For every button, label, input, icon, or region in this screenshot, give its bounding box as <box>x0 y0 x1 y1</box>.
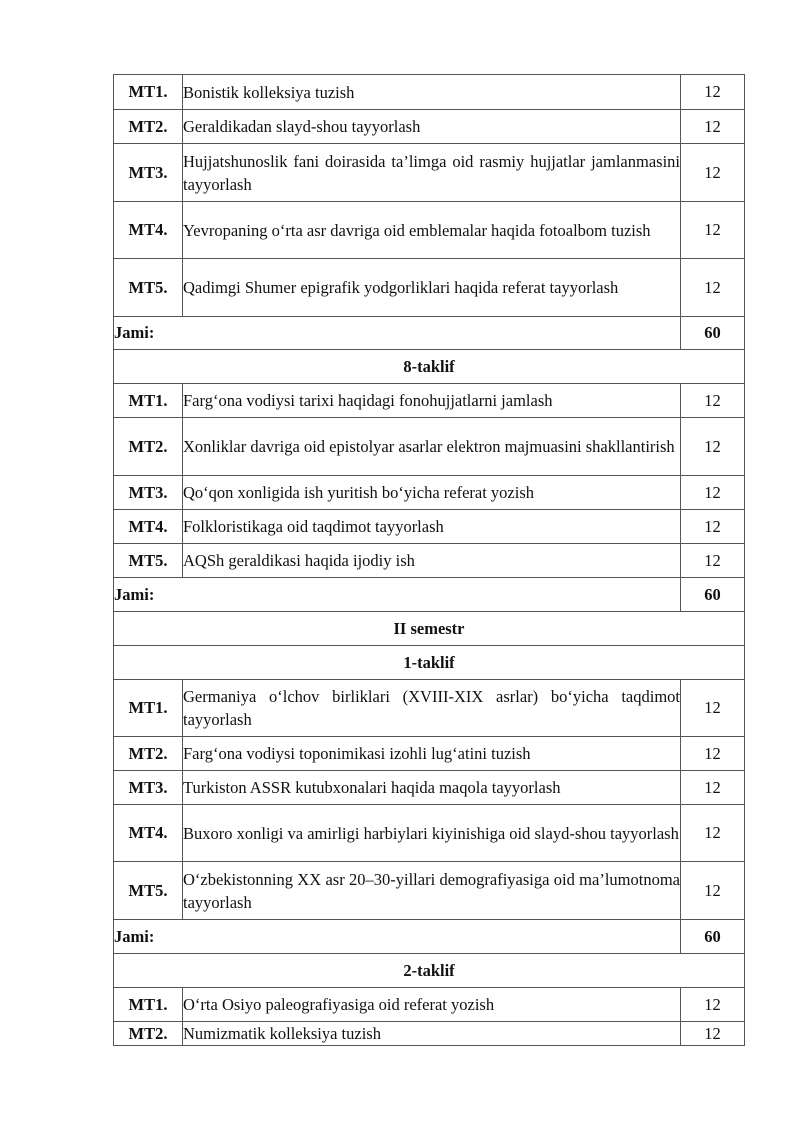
total-row <box>114 317 745 350</box>
section-heading: 1-taklif <box>114 646 745 680</box>
table-row <box>114 1022 745 1046</box>
task-score: 12 <box>681 418 745 476</box>
task-code: MT4. <box>114 805 183 862</box>
task-score: 12 <box>681 680 745 737</box>
table-row <box>114 862 745 920</box>
total-row <box>114 920 745 954</box>
task-description: Germaniya o‘lchov birliklari (XVIII-XIX asrlar) bo‘yicha taqdimot tayyorlash <box>183 680 681 737</box>
section-row <box>114 954 745 988</box>
assignments-table <box>113 74 745 1046</box>
task-code: MT4. <box>114 202 183 259</box>
total-label: Jami: <box>114 920 681 954</box>
section-row <box>114 612 745 646</box>
task-description: Buxoro xonligi va amirligi harbiylari kiyinishiga oid slayd-shou tayyorlash <box>183 805 681 862</box>
section-row <box>114 646 745 680</box>
task-code: MT2. <box>114 737 183 771</box>
table-row <box>114 418 745 476</box>
task-code: MT1. <box>114 988 183 1022</box>
total-label: Jami: <box>114 578 681 612</box>
table-row <box>114 75 745 110</box>
task-score: 12 <box>681 862 745 920</box>
task-code: MT5. <box>114 544 183 578</box>
table-row <box>114 384 745 418</box>
table-row <box>114 259 745 317</box>
task-code: MT2. <box>114 418 183 476</box>
task-description: Geraldikadan slayd-shou tayyorlash <box>183 110 681 144</box>
task-code: MT5. <box>114 862 183 920</box>
table-row <box>114 476 745 510</box>
task-score: 12 <box>681 476 745 510</box>
task-description: O‘zbekistonning XX asr 20–30-yillari demografiyasiga oid ma’lumotnoma tayyorlash <box>183 862 681 920</box>
task-score: 12 <box>681 805 745 862</box>
task-description: Folkloristikaga oid taqdimot tayyorlash <box>183 510 681 544</box>
table-row <box>114 202 745 259</box>
task-description: O‘rta Osiyo paleografiyasiga oid referat yozish <box>183 988 681 1022</box>
table-row <box>114 988 745 1022</box>
task-code: MT3. <box>114 144 183 202</box>
total-value: 60 <box>681 578 745 612</box>
task-score: 12 <box>681 510 745 544</box>
task-score: 12 <box>681 1022 745 1046</box>
total-row <box>114 578 745 612</box>
task-description: Yevropaning o‘rta asr davriga oid emblemalar haqida fotoalbom tuzish <box>183 202 681 259</box>
task-description: Xonliklar davriga oid epistolyar asarlar elektron majmuasini shakllantirish <box>183 418 681 476</box>
table-row <box>114 771 745 805</box>
table-row <box>114 510 745 544</box>
task-code: MT3. <box>114 771 183 805</box>
task-description: Qo‘qon xonligida ish yuritish bo‘yicha referat yozish <box>183 476 681 510</box>
task-description: Numizmatik kolleksiya tuzish <box>183 1022 681 1046</box>
task-score: 12 <box>681 384 745 418</box>
task-code: MT2. <box>114 1022 183 1046</box>
section-heading: 8-taklif <box>114 350 745 384</box>
task-description: Farg‘ona vodiysi toponimikasi izohli lug‘atini tuzish <box>183 737 681 771</box>
task-description: Turkiston ASSR kutubxonalari haqida maqola tayyorlash <box>183 771 681 805</box>
total-value: 60 <box>681 920 745 954</box>
task-code: MT1. <box>114 384 183 418</box>
task-description: AQSh geraldikasi haqida ijodiy ish <box>183 544 681 578</box>
task-code: MT2. <box>114 110 183 144</box>
task-description: Farg‘ona vodiysi tarixi haqidagi fonohujjatlarni jamlash <box>183 384 681 418</box>
task-score: 12 <box>681 144 745 202</box>
task-score: 12 <box>681 202 745 259</box>
task-description: Qadimgi Shumer epigrafik yodgorliklari haqida referat tayyorlash <box>183 259 681 317</box>
task-description: Hujjatshunoslik fani doirasida ta’limga oid rasmiy hujjatlar jamlanmasini tayyorlash <box>183 144 681 202</box>
table-row <box>114 805 745 862</box>
table-row <box>114 544 745 578</box>
task-description: Bonistik kolleksiya tuzish <box>183 75 681 110</box>
section-row <box>114 350 745 384</box>
task-code: MT4. <box>114 510 183 544</box>
task-score: 12 <box>681 110 745 144</box>
task-score: 12 <box>681 771 745 805</box>
table-row <box>114 680 745 737</box>
total-value: 60 <box>681 317 745 350</box>
table-row <box>114 110 745 144</box>
task-score: 12 <box>681 259 745 317</box>
task-code: MT1. <box>114 680 183 737</box>
task-score: 12 <box>681 737 745 771</box>
task-score: 12 <box>681 75 745 110</box>
task-code: MT3. <box>114 476 183 510</box>
task-score: 12 <box>681 988 745 1022</box>
total-label: Jami: <box>114 317 681 350</box>
table-row <box>114 144 745 202</box>
task-score: 12 <box>681 544 745 578</box>
task-code: MT1. <box>114 75 183 110</box>
table-row <box>114 737 745 771</box>
task-code: MT5. <box>114 259 183 317</box>
section-heading: 2-taklif <box>114 954 745 988</box>
semester-heading: II semestr <box>114 612 745 646</box>
